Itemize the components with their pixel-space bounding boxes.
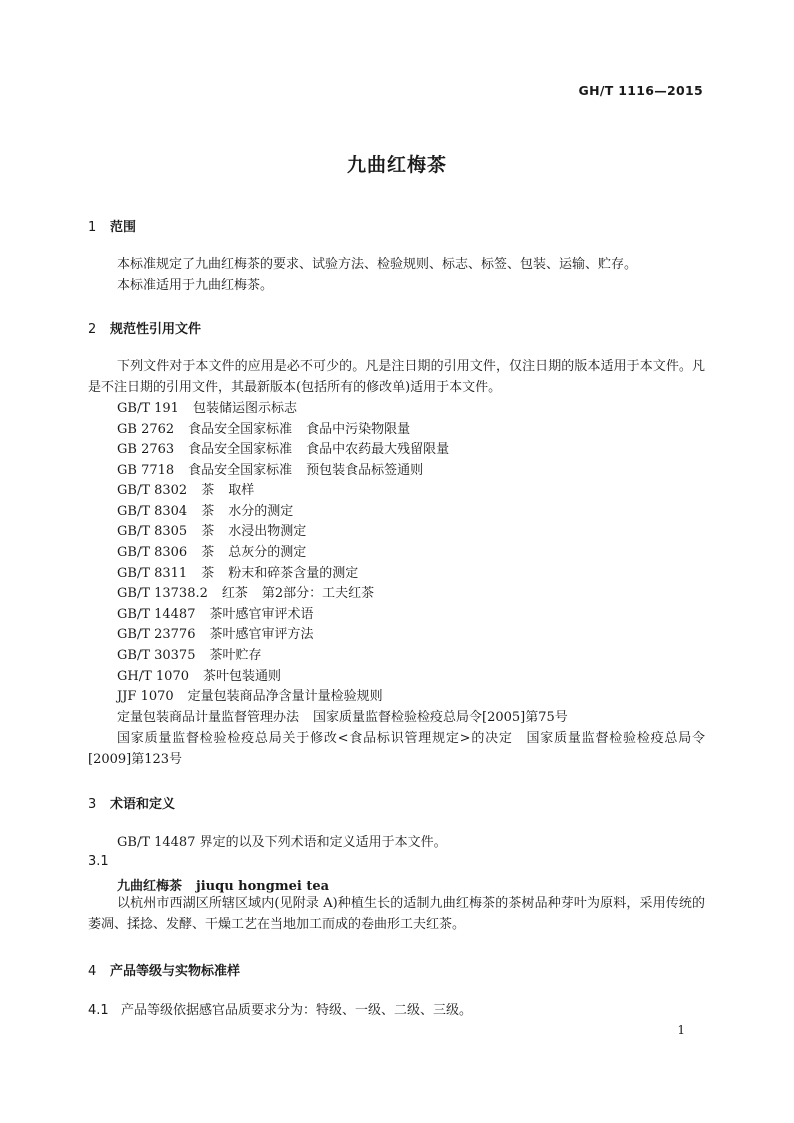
reference-item: [117, 481, 254, 501]
reference-code: GB/T 191: [117, 401, 179, 416]
document-title: 九曲红梅茶: [346, 154, 447, 176]
reference-item: [117, 440, 449, 460]
reference-title: 茶: [201, 504, 215, 519]
reference-title: 食品安全国家标准: [188, 422, 293, 437]
reference-subtitle: 取样: [228, 483, 255, 498]
reference-item-last: 国家质量监督检验检疫总局关于修改<食品标识管理规定>的决定 国家质量监督检验检疫总局令[2009]第123号: [88, 731, 705, 767]
reference-code: GB/T 8311: [117, 566, 188, 581]
page-number: 1: [677, 1023, 685, 1037]
reference-code: GB/T 30375: [117, 648, 196, 663]
terms-intro: GB/T 14487 界定的以及下列术语和定义适用于本文件。: [117, 835, 447, 850]
reference-item: [117, 564, 358, 584]
reference-code: GB/T 14487: [117, 607, 196, 622]
reference-title: 茶叶感官审评方法: [209, 627, 314, 642]
reference-subtitle: 第2部分：工夫红茶: [261, 586, 375, 601]
reference-code: GB/T 23776: [117, 627, 196, 642]
section-4-heading: [88, 960, 240, 979]
section-number: 3: [88, 797, 97, 812]
section-title: 产品等级与实物标准样: [110, 964, 241, 979]
reference-item: [117, 420, 410, 440]
reference-subtitle: 预包装食品标签通则: [306, 463, 424, 478]
reference-item: [117, 646, 276, 666]
reference-item: [117, 625, 328, 645]
reference-title: 红茶: [221, 586, 248, 601]
reference-subtitle: 水浸出物测定: [228, 524, 307, 539]
reference-title: 食品安全国家标准: [188, 463, 293, 478]
reference-subtitle: 总灰分的测定: [228, 545, 307, 560]
reference-item: [117, 399, 311, 419]
reference-subtitle: 粉末和碎茶含量的测定: [228, 566, 359, 581]
reference-title: 定量包装商品净含量计量检验规则: [187, 689, 383, 704]
reference-subtitle: 食品中污染物限量: [306, 422, 411, 437]
reference-code: GB/T 8304: [117, 504, 188, 519]
section-1-heading: [88, 216, 136, 235]
reference-code: 定量包装商品计量监督管理办法: [117, 710, 300, 725]
reference-item: [117, 461, 423, 481]
standard-code: GH/T 1116—2015: [578, 83, 703, 98]
term-english: jiuqu hongmei tea: [196, 879, 330, 894]
reference-code: GH/T 1070: [117, 669, 189, 684]
section-number: 1: [88, 220, 97, 235]
section-title: 规范性引用文件: [110, 322, 202, 337]
section-number: 2: [88, 322, 97, 337]
reference-title: 茶: [201, 566, 215, 581]
section-title: 术语和定义: [110, 797, 176, 812]
reference-title: 国家质量监督检验检疫总局令[2005]第75号: [313, 710, 568, 725]
reference-code: GB/T 8305: [117, 524, 188, 539]
reference-subtitle: 水分的测定: [228, 504, 294, 519]
reference-item: [117, 687, 397, 707]
reference-item: [117, 543, 306, 563]
reference-code: GB 2763: [117, 442, 175, 457]
reference-item: [117, 667, 295, 687]
reference-code: GB 2762: [117, 422, 175, 437]
reference-item: [117, 584, 374, 604]
term-number: 3.1: [88, 854, 109, 869]
reference-title: 茶: [201, 545, 215, 560]
reference-code: GB/T 13738.2: [117, 586, 208, 601]
term-heading: [117, 875, 329, 894]
term-chinese: 九曲红梅茶: [117, 879, 183, 894]
reference-title: 茶叶包装通则: [203, 669, 282, 684]
section-title: 范围: [110, 220, 137, 235]
reference-code: GB 7718: [117, 463, 175, 478]
reference-item: [117, 502, 293, 522]
section-2-heading: [88, 318, 201, 337]
reference-title: 食品安全国家标准: [188, 442, 293, 457]
reference-title: 茶: [201, 483, 215, 498]
reference-title: 茶叶贮存: [209, 648, 262, 663]
subclause-number: 4.1: [88, 1003, 109, 1018]
reference-code: JJF 1070: [117, 689, 174, 704]
reference-title: 茶: [201, 524, 215, 539]
subclause-4-1: [88, 999, 472, 1018]
reference-title: 茶叶感官审评术语: [209, 607, 314, 622]
subclause-text: 产品等级依据感官品质要求分为：特级、一级、二级、三级。: [121, 1003, 473, 1018]
reference-item: [117, 708, 582, 728]
scope-paragraph-1: 本标准规定了九曲红梅茶的要求、试验方法、检验规则、标志、标签、包装、运输、贮存。: [117, 257, 638, 272]
references-intro: 下列文件对于本文件的应用是必不可少的。凡是注日期的引用文件，仅注日期的版本适用于本文件。凡是不注日期的引用文件，其最新版本(包括所有的修改单)适用于本文件。: [88, 359, 705, 395]
term-definition: 以杭州市西湖区所辖区域内(见附录 A)种植生长的适制九曲红梅茶的茶树品种芽叶为原料，采用传统的萎凋、揉捻、发酵、干燥工艺在当地加工而成的卷曲形工夫红茶。: [88, 896, 705, 932]
section-number: 4: [88, 964, 97, 979]
reference-code: GB/T 8302: [117, 483, 188, 498]
reference-title: 包装储运图示标志: [192, 401, 297, 416]
reference-code: GB/T 8306: [117, 545, 188, 560]
section-3-heading: [88, 793, 175, 812]
reference-item: [117, 522, 306, 542]
scope-paragraph-2: 本标准适用于九曲红梅茶。: [117, 278, 274, 293]
reference-subtitle: 食品中农药最大残留限量: [306, 442, 450, 457]
reference-item: [117, 605, 328, 625]
